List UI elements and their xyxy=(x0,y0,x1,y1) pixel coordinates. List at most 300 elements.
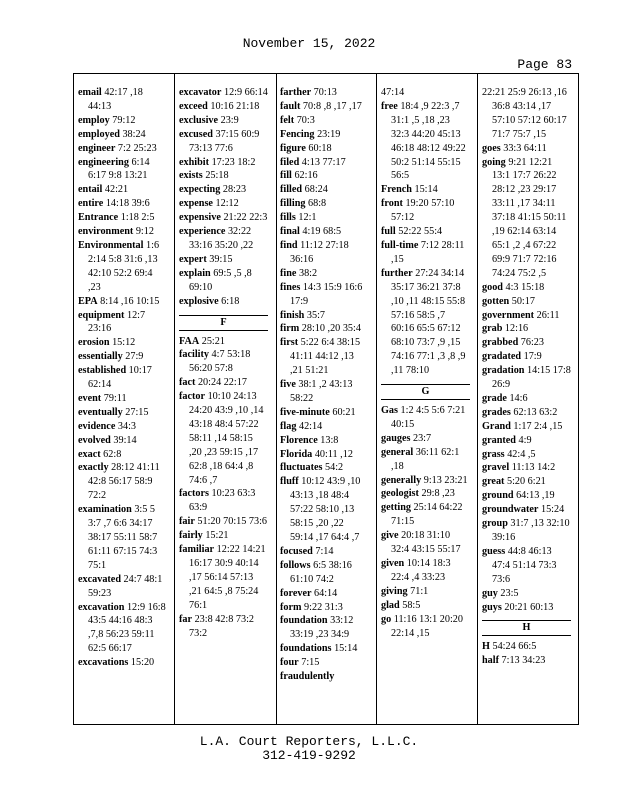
index-refs: 1:6 2:14 5:8 31:6 ,13 42:10 52:2 69:4 ,23 xyxy=(88,239,160,293)
index-entry xyxy=(179,197,268,211)
index-entry xyxy=(381,557,470,585)
index-entry xyxy=(482,503,571,517)
index-entry xyxy=(482,517,571,545)
index-entry xyxy=(280,448,369,462)
index-refs: 4:9 xyxy=(518,434,532,446)
index-refs: 23:7 xyxy=(412,432,432,444)
index-refs: 37:15 60:9 73:13 77:6 xyxy=(189,128,260,154)
index-word: exactly xyxy=(78,462,109,474)
index-word: factor xyxy=(179,391,206,403)
index-refs: 5:20 6:21 xyxy=(507,476,546,488)
column-divider xyxy=(477,74,478,724)
index-refs: 28:10 ,20 35:4 xyxy=(301,323,361,335)
index-column-2 xyxy=(179,86,268,640)
index-word: find xyxy=(280,239,298,251)
index-refs: 12:1 xyxy=(298,212,317,224)
index-word: event xyxy=(78,392,102,404)
index-word: established xyxy=(78,365,127,377)
index-refs: 70:8 ,8 ,17 ,17 xyxy=(302,100,362,112)
index-word: expense xyxy=(179,198,213,210)
index-entry xyxy=(78,114,167,128)
index-word: first xyxy=(280,337,299,349)
index-word: erosion xyxy=(78,337,110,349)
index-entry xyxy=(280,420,369,434)
index-refs: 71:1 xyxy=(410,585,429,597)
index-refs: 28:23 xyxy=(222,184,247,196)
index-entry xyxy=(482,142,571,156)
index-refs: 25:21 xyxy=(201,335,225,347)
index-entry xyxy=(280,142,369,156)
index-refs: 1:18 2:5 xyxy=(120,212,155,224)
index-entry xyxy=(179,543,268,613)
index-word: geologist xyxy=(381,488,419,500)
index-entry xyxy=(179,128,268,156)
index-refs: 40:11 ,12 xyxy=(314,448,353,460)
index-word: going xyxy=(482,156,506,168)
index-entry xyxy=(381,197,470,225)
index-refs: 27:15 xyxy=(125,406,149,418)
index-word: foundations xyxy=(280,643,332,655)
index-entry xyxy=(78,128,167,142)
index-entry xyxy=(482,281,571,295)
column-divider xyxy=(174,74,175,724)
index-entry xyxy=(280,211,369,225)
index-entry xyxy=(482,434,571,448)
index-refs: 50:17 xyxy=(511,295,535,307)
index-refs: 4:13 77:17 xyxy=(301,156,346,168)
index-entry xyxy=(381,529,470,557)
footer-phone: 312-419-9292 xyxy=(262,748,356,763)
index-refs: 25:14 64:22 71:15 xyxy=(391,502,463,528)
index-refs: 14:6 xyxy=(509,392,528,404)
index-refs: 10:23 63:3 63:9 xyxy=(189,488,256,514)
index-entry xyxy=(280,587,369,601)
index-entry xyxy=(280,281,369,309)
index-word: felt xyxy=(280,114,295,126)
index-word: engineering xyxy=(78,156,129,168)
index-entry xyxy=(179,100,268,114)
index-entry xyxy=(482,420,571,434)
index-word: free xyxy=(381,100,398,112)
index-refs: 60:18 xyxy=(308,142,332,154)
index-entry xyxy=(280,169,369,183)
index-entry xyxy=(482,448,571,462)
index-entry xyxy=(78,573,167,601)
index-word: grab xyxy=(482,323,503,335)
index-word: Gas xyxy=(381,405,398,417)
index-refs: 13:8 xyxy=(320,434,339,446)
index-refs: 15:20 xyxy=(130,657,155,669)
index-word: filled xyxy=(280,184,303,196)
index-word: gauges xyxy=(381,432,411,444)
index-refs: 12:12 xyxy=(215,198,239,210)
index-refs: 5:22 6:4 38:15 41:11 44:12 ,13 ,21 51:21 xyxy=(290,337,361,377)
index-entry xyxy=(179,348,268,376)
index-entry xyxy=(482,309,571,323)
index-entry xyxy=(280,336,369,378)
index-refs: 70:13 xyxy=(313,87,337,98)
index-entry xyxy=(482,350,571,364)
index-entry xyxy=(179,183,268,197)
index-word: entail xyxy=(78,184,103,196)
index-entry xyxy=(78,295,167,309)
index-entry xyxy=(482,545,571,587)
index-entry xyxy=(78,197,167,211)
index-refs: 15:12 xyxy=(112,337,136,349)
index-entry xyxy=(78,86,167,114)
index-word: engineer xyxy=(78,142,116,154)
index-word: exists xyxy=(179,170,203,182)
index-refs: 10:17 62:14 xyxy=(88,365,152,391)
index-refs: 19:20 57:10 57:12 xyxy=(391,198,455,224)
index-word: front xyxy=(381,198,403,210)
index-word: half xyxy=(482,655,499,667)
index-entry xyxy=(381,432,470,446)
index-entry xyxy=(381,404,470,432)
index-entry xyxy=(482,489,571,503)
index-entry xyxy=(179,529,268,543)
index-refs: 23:19 xyxy=(317,128,341,140)
index-word: Florence xyxy=(280,434,318,446)
index-word: farther xyxy=(280,87,312,98)
index-word: fluff xyxy=(280,476,299,488)
column-divider xyxy=(276,74,277,724)
index-entry xyxy=(78,601,167,657)
index-word: familiar xyxy=(179,544,215,556)
index-refs: 9:13 23:21 xyxy=(423,474,468,486)
index-entry xyxy=(381,86,470,100)
index-entry xyxy=(381,100,470,183)
index-entry xyxy=(179,515,268,529)
index-entry xyxy=(280,378,369,406)
index-word: environment xyxy=(78,226,134,238)
index-entry xyxy=(482,654,571,668)
index-word: gradation xyxy=(482,365,525,377)
index-refs: 23:8 42:8 73:2 73:2 xyxy=(189,613,254,639)
index-refs: 12:7 23:16 xyxy=(88,309,146,335)
index-word: full-time xyxy=(381,239,419,251)
index-word: excavation xyxy=(78,601,125,613)
index-entry xyxy=(280,461,369,475)
index-word: facility xyxy=(179,349,209,361)
index-word: exceed xyxy=(179,100,208,112)
index-word: final xyxy=(280,226,300,238)
index-entry xyxy=(381,267,470,378)
index-word: four xyxy=(280,657,299,669)
index-entry xyxy=(482,601,571,615)
index-word: gravel xyxy=(482,462,510,474)
index-word: expert xyxy=(179,253,207,265)
index-word: excavator xyxy=(179,87,222,98)
index-word: figure xyxy=(280,142,306,154)
index-word: experience xyxy=(179,226,226,238)
index-word: government xyxy=(482,309,535,321)
index-refs: 79:11 xyxy=(103,392,127,404)
index-refs: 60:21 xyxy=(332,406,356,418)
index-refs: 12:9 16:8 43:5 44:16 48:3 ,7,8 56:23 59:11 62:5 66:17 xyxy=(88,601,166,655)
index-refs: 20:21 60:13 xyxy=(504,601,554,613)
index-entry xyxy=(280,434,369,448)
index-word: fills xyxy=(280,212,296,224)
index-refs: 15:14 xyxy=(334,643,358,655)
index-entry xyxy=(179,253,268,267)
index-entry xyxy=(280,656,369,670)
index-refs: 9:21 12:21 13:1 17:7 26:22 28:12 ,23 29:17 33:11 ,17 34:11 37:18 41:15 50:11 ,19 62:14 63:14 65:1 ,2 ,4 67:22 69:9 71:7 72:16 74:24 75:2 ,5 xyxy=(492,156,567,279)
index-word: go xyxy=(381,613,392,625)
index-entry xyxy=(78,239,167,295)
index-word: fine xyxy=(280,267,297,279)
index-refs: 68:8 xyxy=(308,198,327,210)
index-word: EPA xyxy=(78,295,98,307)
index-entry xyxy=(280,406,369,420)
index-refs: 34:3 xyxy=(117,420,137,432)
index-entry xyxy=(381,446,470,474)
index-refs: 36:11 62:1 ,18 xyxy=(391,446,460,472)
index-entry xyxy=(381,474,470,488)
index-refs: 51:20 70:15 73:6 xyxy=(197,516,268,528)
index-refs: 14:3 15:9 16:6 17:9 xyxy=(290,281,363,307)
index-refs: 7:14 xyxy=(315,545,334,557)
index-word: firm xyxy=(280,323,300,335)
index-refs: 33:3 64:11 xyxy=(503,142,547,154)
index-word: fair xyxy=(179,516,195,528)
index-word: goes xyxy=(482,142,501,154)
index-entry xyxy=(179,295,268,309)
index-refs: 1:2 4:5 5:6 7:21 40:15 xyxy=(391,405,466,430)
index-entry xyxy=(179,211,268,225)
index-word: guys xyxy=(482,601,502,613)
index-entry xyxy=(78,309,167,337)
index-entry xyxy=(280,128,369,142)
index-word: finish xyxy=(280,309,305,321)
index-column-5 xyxy=(482,86,571,668)
index-word: far xyxy=(179,613,193,625)
index-word: gotten xyxy=(482,295,510,307)
index-entry xyxy=(78,656,167,670)
index-word: fluctuates xyxy=(280,462,323,474)
index-entry xyxy=(280,225,369,239)
index-word: email xyxy=(78,87,102,98)
index-word: groundwater xyxy=(482,504,539,516)
index-word: expecting xyxy=(179,184,221,196)
index-entry xyxy=(381,183,470,197)
index-refs: 29:8 ,23 xyxy=(421,488,455,500)
index-entry xyxy=(280,156,369,170)
index-entry xyxy=(280,545,369,559)
index-entry xyxy=(482,86,571,142)
index-word: five xyxy=(280,379,296,391)
index-refs: 9:22 31:3 xyxy=(304,601,343,613)
section-letter: H xyxy=(482,620,571,636)
index-word: expensive xyxy=(179,212,221,224)
index-word: grade xyxy=(482,392,507,404)
index-refs: 6:18 xyxy=(221,295,240,307)
index-refs: 39:14 xyxy=(113,434,137,446)
index-refs: 38:1 ,2 43:13 58:22 xyxy=(290,379,353,404)
index-word: filling xyxy=(280,198,306,210)
index-entry xyxy=(179,225,268,253)
index-word: Florida xyxy=(280,448,313,460)
index-entry xyxy=(78,406,167,420)
index-refs: 64:14 xyxy=(314,587,338,599)
index-refs: 27:9 xyxy=(125,351,144,363)
index-word: fraudulently xyxy=(280,671,335,683)
index-word: explain xyxy=(179,267,211,279)
index-refs: 3:5 5 3:7 ,7 6:6 34:17 38:17 55:11 58:7 61:11 67:15 74:3 75:1 xyxy=(88,504,158,571)
index-word: guess xyxy=(482,545,506,557)
index-refs: 20:18 31:10 32:4 43:15 55:17 xyxy=(391,530,461,556)
index-refs: 27:24 34:14 35:17 36:21 37:8 ,10 ,11 48:15 55:8 57:16 58:5 ,7 60:16 65:5 67:12 68:10 73:7 ,9 ,15 74:16 77:1 ,3 ,8 ,9 ,11 78:10 xyxy=(391,267,466,377)
index-entry xyxy=(280,183,369,197)
index-column-4 xyxy=(381,86,470,640)
index-refs: 8:14 ,16 10:15 xyxy=(100,295,160,307)
index-word: great xyxy=(482,476,505,488)
index-entry xyxy=(78,434,167,448)
index-entry xyxy=(78,142,167,156)
index-entry xyxy=(482,295,571,309)
index-entry xyxy=(381,487,470,501)
index-refs: 12:9 66:14 xyxy=(223,87,268,98)
index-entry xyxy=(280,86,369,100)
index-word: fault xyxy=(280,100,301,112)
index-entry xyxy=(179,613,268,641)
index-word: equipment xyxy=(78,309,125,321)
index-entry xyxy=(482,336,571,350)
index-entry xyxy=(381,613,470,641)
index-entry xyxy=(179,376,268,390)
column-divider xyxy=(376,74,377,724)
index-word: entire xyxy=(78,198,104,210)
index-refs: 32:22 33:16 35:20 ,22 xyxy=(189,226,254,251)
index-word: gradated xyxy=(482,351,522,363)
section-letter: F xyxy=(179,315,268,331)
index-entry xyxy=(280,100,369,114)
index-refs: 54:2 xyxy=(325,462,344,474)
index-word: examination xyxy=(78,504,132,516)
index-refs: 69:5 ,5 ,8 69:10 xyxy=(189,267,252,293)
index-entry xyxy=(280,309,369,323)
index-entry xyxy=(179,169,268,183)
index-refs: 58:5 xyxy=(402,599,421,611)
index-refs: 44:8 46:13 47:4 51:14 73:3 73:6 xyxy=(492,545,557,585)
index-refs: 4:3 15:18 xyxy=(505,281,545,293)
index-refs: 18:4 ,9 22:3 ,7 31:1 ,5 ,18 ,23 32:3 44:20 45:13 46:18 48:12 49:22 50:2 51:14 55:15 56:5 xyxy=(391,100,466,182)
index-refs: 6:14 6:17 9:8 13:21 xyxy=(88,156,150,182)
word-index-box xyxy=(73,73,579,725)
index-refs: 12:16 xyxy=(504,323,529,335)
index-entry xyxy=(78,156,167,184)
index-entry xyxy=(381,501,470,529)
index-refs: 28:12 41:11 42:8 56:17 58:9 72:2 xyxy=(88,462,160,502)
index-word: foundation xyxy=(280,615,328,627)
index-word: excused xyxy=(179,128,213,140)
index-refs: 70:3 xyxy=(296,114,315,126)
index-word: excavations xyxy=(78,657,129,669)
index-word: employ xyxy=(78,114,110,126)
index-word: grass xyxy=(482,448,505,460)
footer-company: L.A. Court Reporters, L.L.C. xyxy=(199,734,419,749)
index-refs: 10:14 18:3 22:4 ,4 33:23 xyxy=(391,558,451,583)
index-entry xyxy=(482,364,571,392)
index-word: guy xyxy=(482,587,498,599)
index-word: filed xyxy=(280,156,300,168)
index-word: follows xyxy=(280,559,311,571)
index-word: getting xyxy=(381,502,411,514)
index-entry xyxy=(78,211,167,225)
index-refs: 7:12 28:11 ,15 xyxy=(391,239,465,265)
index-word: give xyxy=(381,530,399,542)
index-refs: 7:13 34:23 xyxy=(501,655,546,667)
index-refs: 52:22 55:4 xyxy=(398,226,443,238)
index-word: grades xyxy=(482,406,511,418)
index-refs: 17:23 18:2 xyxy=(211,156,256,168)
index-entry xyxy=(280,559,369,587)
index-entry xyxy=(280,239,369,267)
index-refs: 42:4 ,5 xyxy=(507,448,536,460)
index-word: exhibit xyxy=(179,156,210,168)
index-word: French xyxy=(381,184,412,196)
index-word: essentially xyxy=(78,351,123,363)
index-entry xyxy=(78,183,167,197)
index-word: given xyxy=(381,558,405,569)
index-refs: 23:5 xyxy=(500,587,519,599)
index-refs: 62:8 xyxy=(103,448,122,460)
index-refs: 79:12 xyxy=(112,114,136,126)
index-word: giving xyxy=(381,585,408,597)
index-refs: 24:7 48:1 59:23 xyxy=(88,573,163,599)
index-entry xyxy=(179,156,268,170)
index-refs: 4:7 53:18 56:20 57:8 xyxy=(189,349,251,375)
index-word: good xyxy=(482,281,503,293)
index-entry xyxy=(381,225,470,239)
index-refs: 38:24 xyxy=(122,128,146,140)
index-entry xyxy=(78,448,167,462)
index-entry xyxy=(179,267,268,295)
index-refs: 1:17 2:4 ,15 xyxy=(513,420,563,432)
index-refs: 62:13 63:2 xyxy=(513,406,558,418)
index-refs: 64:13 ,19 xyxy=(516,490,555,502)
index-refs: 39:15 xyxy=(209,253,233,265)
index-word: grabbed xyxy=(482,337,519,349)
index-word: fact xyxy=(179,377,196,389)
index-refs: 21:22 22:3 xyxy=(223,212,268,224)
index-entry xyxy=(179,487,268,515)
index-entry xyxy=(78,461,167,503)
index-entry xyxy=(78,364,167,392)
index-word: further xyxy=(381,267,413,279)
index-refs: 11:16 13:1 20:20 22:14 ,15 xyxy=(391,613,463,639)
index-refs: 17:9 xyxy=(523,351,542,363)
index-word: fines xyxy=(280,281,301,293)
index-entry xyxy=(482,587,571,601)
index-refs: 10:12 43:9 ,10 43:13 ,18 48:4 57:22 58:10 ,13 58:15 ,20 ,22 59:14 ,17 64:4 ,7 xyxy=(290,476,361,543)
index-refs: 47:14 xyxy=(381,87,405,98)
index-word: granted xyxy=(482,434,516,446)
index-word: fill xyxy=(280,170,292,182)
index-refs: 31:7 ,13 32:10 39:16 xyxy=(492,518,570,543)
index-refs: 42:17 ,18 44:13 xyxy=(88,87,143,112)
index-entry xyxy=(179,114,268,128)
index-refs: 54:24 66:5 xyxy=(492,641,537,653)
index-refs: 15:24 xyxy=(540,504,565,516)
index-word: excavated xyxy=(78,573,121,585)
index-entry xyxy=(179,335,268,349)
index-entry xyxy=(179,390,268,487)
index-word: Grand xyxy=(482,420,511,432)
index-refs: 11:13 14:2 xyxy=(511,462,556,474)
index-entry xyxy=(280,642,369,656)
index-word: Fencing xyxy=(280,128,315,140)
